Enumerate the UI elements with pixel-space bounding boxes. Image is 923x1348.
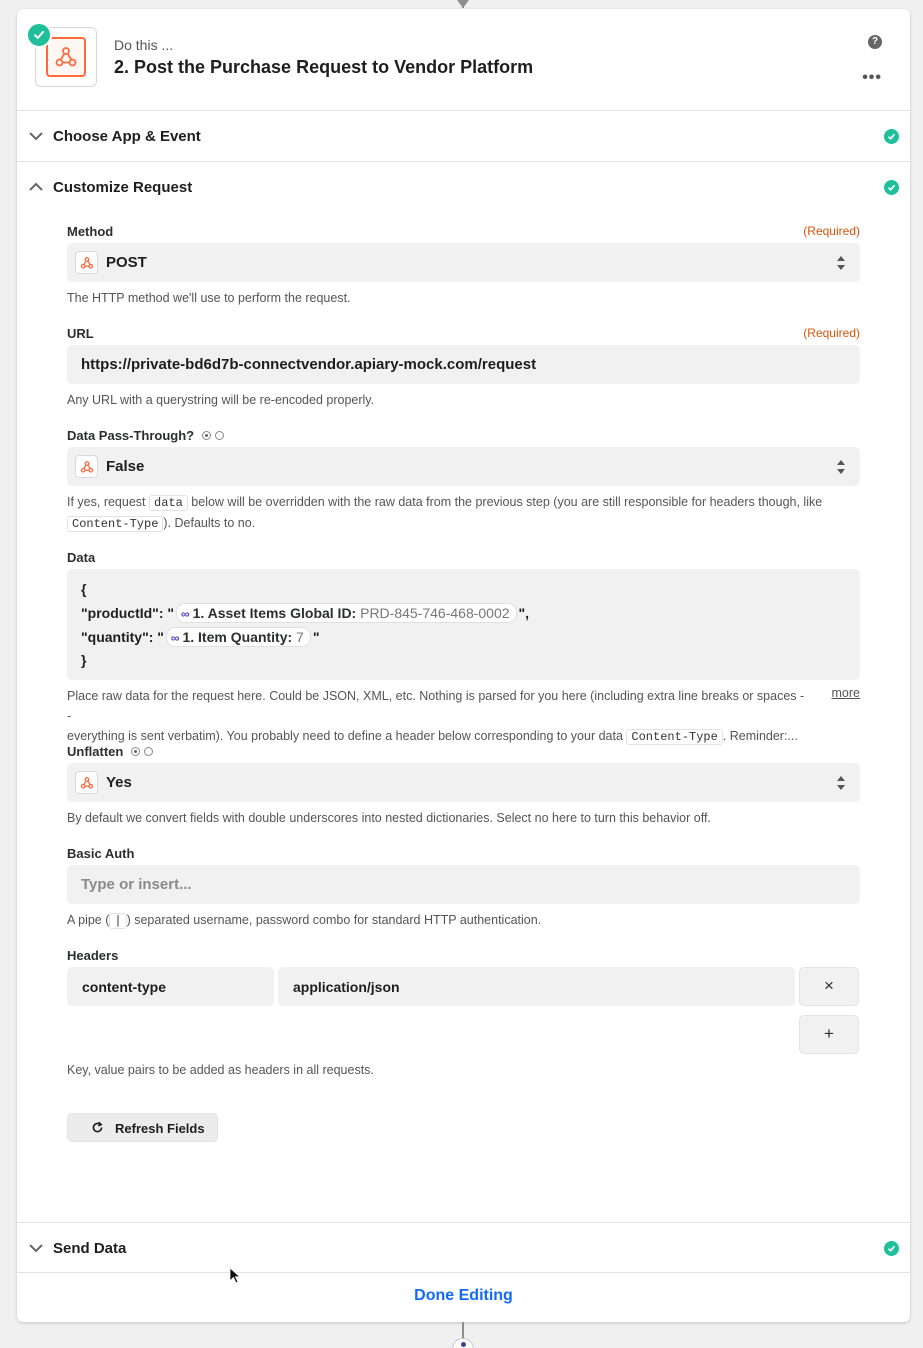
url-help: Any URL with a querystring will be re-encoded properly. xyxy=(67,393,375,407)
help-text: A pipe ( xyxy=(67,913,110,927)
url-value: https://private-bd6d7b-connectvendor.apiary-mock.com/request xyxy=(81,356,537,373)
refresh-fields-button[interactable] xyxy=(67,1113,218,1142)
unflatten-label-text: Unflatten xyxy=(67,744,124,759)
passthrough-label xyxy=(67,428,224,443)
data-line-product xyxy=(81,603,529,623)
more-link[interactable]: more xyxy=(831,686,860,700)
data-textarea[interactable] xyxy=(67,569,860,680)
help-text: everything is sent verbatim). You probably need to define a header below corresponding to your data xyxy=(67,729,623,743)
ellipsis-icon[interactable]: ••• xyxy=(862,69,882,86)
mapped-field-pill[interactable] xyxy=(176,603,517,623)
passthrough-label-text: Data Pass-Through? xyxy=(67,428,195,443)
step-complete-check-icon xyxy=(26,22,52,48)
unflatten-select[interactable] xyxy=(67,763,860,802)
header-key-input[interactable] xyxy=(67,967,274,1006)
url-label: URL xyxy=(67,326,94,341)
help-text: below will be overridden with the raw data from the previous step (you are still responsible for headers though, like xyxy=(191,495,823,509)
data-punct: ", xyxy=(518,605,530,621)
chevron-down-icon xyxy=(28,1242,44,1254)
basic-auth-placeholder: Type or insert... xyxy=(81,876,192,893)
webhook-icon xyxy=(75,251,98,274)
section-send-data[interactable] xyxy=(17,1222,910,1273)
help-text: If yes, request xyxy=(67,495,146,509)
pill-label: 1. Item Quantity: xyxy=(182,629,293,645)
method-value: POST xyxy=(106,254,147,271)
method-select[interactable] xyxy=(67,243,860,282)
pill-sample: PRD-845-746-468-0002 xyxy=(360,605,510,621)
help-text: Place raw data for the request here. Could be JSON, XML, etc. Nothing is parsed for you here (including extra line breaks or spaces -- xyxy=(67,689,805,723)
data-close-brace: } xyxy=(81,652,87,668)
connector-arrow-icon xyxy=(457,0,469,8)
basic-auth-label: Basic Auth xyxy=(67,846,135,861)
section-label: Send Data xyxy=(53,1240,127,1257)
plus-icon: + xyxy=(824,1024,834,1043)
link-icon: ∞ xyxy=(170,631,180,645)
chevron-down-icon xyxy=(28,130,44,142)
basic-auth-help xyxy=(67,910,860,931)
radio-icon-selected[interactable] xyxy=(131,747,140,756)
section-label: Choose App & Event xyxy=(53,128,201,145)
passthrough-help xyxy=(67,492,860,534)
check-icon xyxy=(884,1241,899,1256)
chevron-up-icon xyxy=(28,181,44,193)
data-line-quantity xyxy=(81,627,319,647)
link-icon: ∞ xyxy=(181,607,190,621)
close-icon: × xyxy=(824,976,834,995)
code-chip: Content-Type xyxy=(67,516,163,532)
header-value-value: application/json xyxy=(293,979,400,995)
section-label: Customize Request xyxy=(53,179,193,196)
check-icon xyxy=(884,180,899,195)
help-text: ). Defaults to no. xyxy=(163,516,256,530)
question-icon[interactable]: ? xyxy=(868,35,882,49)
check-icon xyxy=(884,129,899,144)
code-chip: data xyxy=(149,495,188,511)
step-title[interactable]: 2. Post the Purchase Request to Vendor Platform xyxy=(114,57,534,77)
passthrough-select[interactable] xyxy=(67,447,860,486)
passthrough-value: False xyxy=(106,458,145,475)
unflatten-value: Yes xyxy=(106,774,132,791)
pill-label: 1. Asset Items Global ID: xyxy=(192,605,357,621)
headers-help: Key, value pairs to be added as headers in all requests. xyxy=(67,1063,374,1077)
code-chip: | xyxy=(109,913,126,929)
data-punct: " xyxy=(312,629,320,645)
header-value-input[interactable] xyxy=(278,967,795,1006)
refresh-icon xyxy=(91,1121,104,1134)
data-key: "productId": " xyxy=(81,605,175,621)
unflatten-label xyxy=(67,744,153,759)
radio-icon-selected[interactable] xyxy=(202,431,211,440)
help-text: ) separated username, password combo for standard HTTP authentication. xyxy=(126,913,542,927)
code-chip: Content-Type xyxy=(626,729,722,745)
step-card xyxy=(17,9,910,1322)
data-key: "quantity": " xyxy=(81,629,164,645)
mapped-field-pill[interactable] xyxy=(166,627,311,647)
select-arrows-icon xyxy=(836,255,846,271)
method-required: (Required) xyxy=(803,224,860,238)
method-help: The HTTP method we'll use to perform the request. xyxy=(67,291,351,305)
mouse-cursor-icon xyxy=(229,1267,241,1285)
header-key-value: content-type xyxy=(82,979,166,995)
data-help xyxy=(67,686,807,747)
remove-header-button[interactable] xyxy=(799,967,859,1006)
add-step-node[interactable] xyxy=(452,1338,474,1348)
webhook-icon xyxy=(75,455,98,478)
url-input[interactable] xyxy=(67,345,860,384)
step-kicker: Do this ... xyxy=(114,37,174,53)
headers-label: Headers xyxy=(67,948,119,963)
customize-fields xyxy=(67,9,860,1209)
pill-sample: 7 xyxy=(296,629,304,645)
select-arrows-icon xyxy=(836,459,846,475)
help-text: . Reminder:... xyxy=(722,729,798,743)
data-open-brace: { xyxy=(81,581,87,597)
unflatten-help: By default we convert fields with double underscores into nested dictionaries. Select no here to turn this behavior off. xyxy=(67,811,711,825)
select-arrows-icon xyxy=(836,775,846,791)
method-label: Method xyxy=(67,224,114,239)
radio-icon[interactable] xyxy=(144,747,153,756)
basic-auth-input[interactable] xyxy=(67,865,860,904)
data-label: Data xyxy=(67,550,96,565)
done-editing-button[interactable]: Done Editing xyxy=(414,1287,513,1304)
add-header-button[interactable] xyxy=(799,1015,859,1054)
refresh-label: Refresh Fields xyxy=(115,1121,205,1136)
radio-icon[interactable] xyxy=(215,431,224,440)
webhook-icon xyxy=(75,771,98,794)
url-required: (Required) xyxy=(803,326,860,340)
